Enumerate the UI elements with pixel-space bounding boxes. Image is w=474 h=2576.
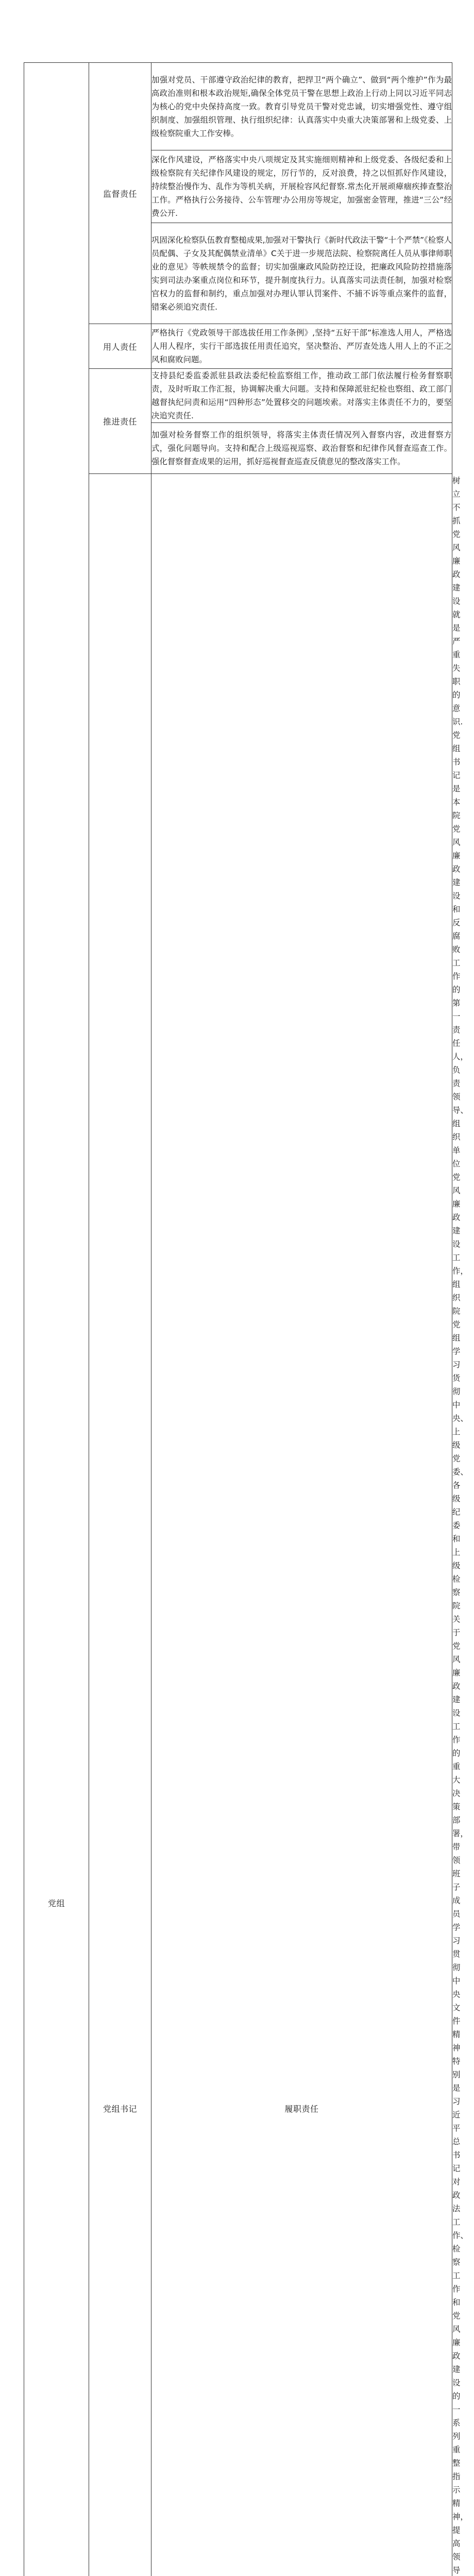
duty-paragraph: 深化作风建设，严格落实中央八项规定及其实施细则精神和上级党委、各级纪委和上级检察院有关纪律作风建设的规定，厉行节的，反对浪费，持之以恒抓好作风建设，持续整治慢作为、乱作为等机关病，开展检容风纪督察.常杰化开展顽瘴痼疾捧查整治工作。严格执行公务接待、公车管理'办公用房等规定，加强密金管理，推进“三公”经费公开. (151, 153, 452, 220)
duty-paragraph: 严格执行《党政领导干部选拔任用工作条例》,坚持“五好干部”标准选人用人，严格选人用人程序，实行干部选拔任用责任追究，坚决整治、严厉查处选人用人上的不正之风和腐败问题。 (151, 326, 452, 366)
subject-cell: 党组书记 (89, 474, 151, 2576)
duty-type-cell: 用人责任 (89, 324, 151, 369)
duty-content-cell (151, 63, 452, 150)
table-row: 党组书记 履职责任 树立不抓党风廉政建设就是严重失职的意识.党组书记是本院党风廉政建设和反腐败工作的第一责任人，负责领导、组织单位党风廉政建设工作，组织院党组学习货彻中央、上级党委、各级纪委和上级检察院关于党风廉政建设工作的重大决策部署，带领班子成员学习贯彻中央文件精神特别是习近平总书记对政法工作、检察工作和党风廉政建设的一系列重整指示精神，提高领导 (24, 474, 452, 2576)
subject-cell: 党组 (24, 63, 89, 2576)
table-row (24, 63, 452, 150)
duty-paragraph: 支持县纪委监委派驻县政法委纪检监察组工作，推动政工部门依法履行检务督察职责，及时听取工作汇报，协调解决重大问题。支持和保障派驻纪检也察组、政工部门越督执纪问责和运用“四种形态”处置移交的问题埃索。对落实主体责任不力的，要坚决追究责任. (151, 369, 452, 422)
duty-type-cell: 监督责任 (89, 63, 151, 324)
duty-type-cell: 推进责任 (89, 369, 151, 474)
duty-content-cell (151, 324, 452, 369)
duty-paragraph: 巩固深化检察队伍教育整槌成果,加强对干警执行《新时代政法干警“十个严禁”《检察人员配偶、子女及其配偶禁业清单》C关于进一步规范法院、检察院离任人员从事律师职业的意见》等帙规禁令的监督；切实加强廉政风险防控迂设，把廉政风险防控措施落实到司法办案重点岗位和环节，提升制度执行力。认真落实司法责任制，加强对检察官权力的监督和制约，重点加强对办理认罪认罚案件、不捕不诉等重点案件的监督，错案必须追究责任. (151, 233, 452, 314)
duty-content-cell (151, 369, 452, 423)
duty-paragraph: 加强对检务督察工作的组织领导，将落实主体责任情况列入督察内容，改进督察方式，强化问题导向。支持和配合上级巡视巡察、政治督察和纪律作风督查巡查工作。强化督察督查成果的运用，抓好巡视督查巡查反债意见的整改落实工作。 (151, 428, 452, 468)
duty-type-cell: 履职责任 (151, 474, 452, 2576)
duty-content-cell (151, 223, 452, 324)
duty-paragraph: 加强对党员、干部遵守政治纪律的教育，把捍卫“两个确立”、做到“两个维护”作为最高政治准则和根本政治规矩,确保全体党员干警在思想上政治上行动上同以习近平同志为核心的党中央保持高度一致。教育引导党员干警对党忠诚，切实增强党性、遵守组织制度、加强组织管理、执行组织纪律：认真落实中央重大决策部署和上级党委、上级检察院重大工作安棒。 (151, 73, 452, 140)
duty-content-cell (151, 423, 452, 474)
responsibility-table (24, 62, 452, 2576)
duty-content-cell (151, 150, 452, 223)
